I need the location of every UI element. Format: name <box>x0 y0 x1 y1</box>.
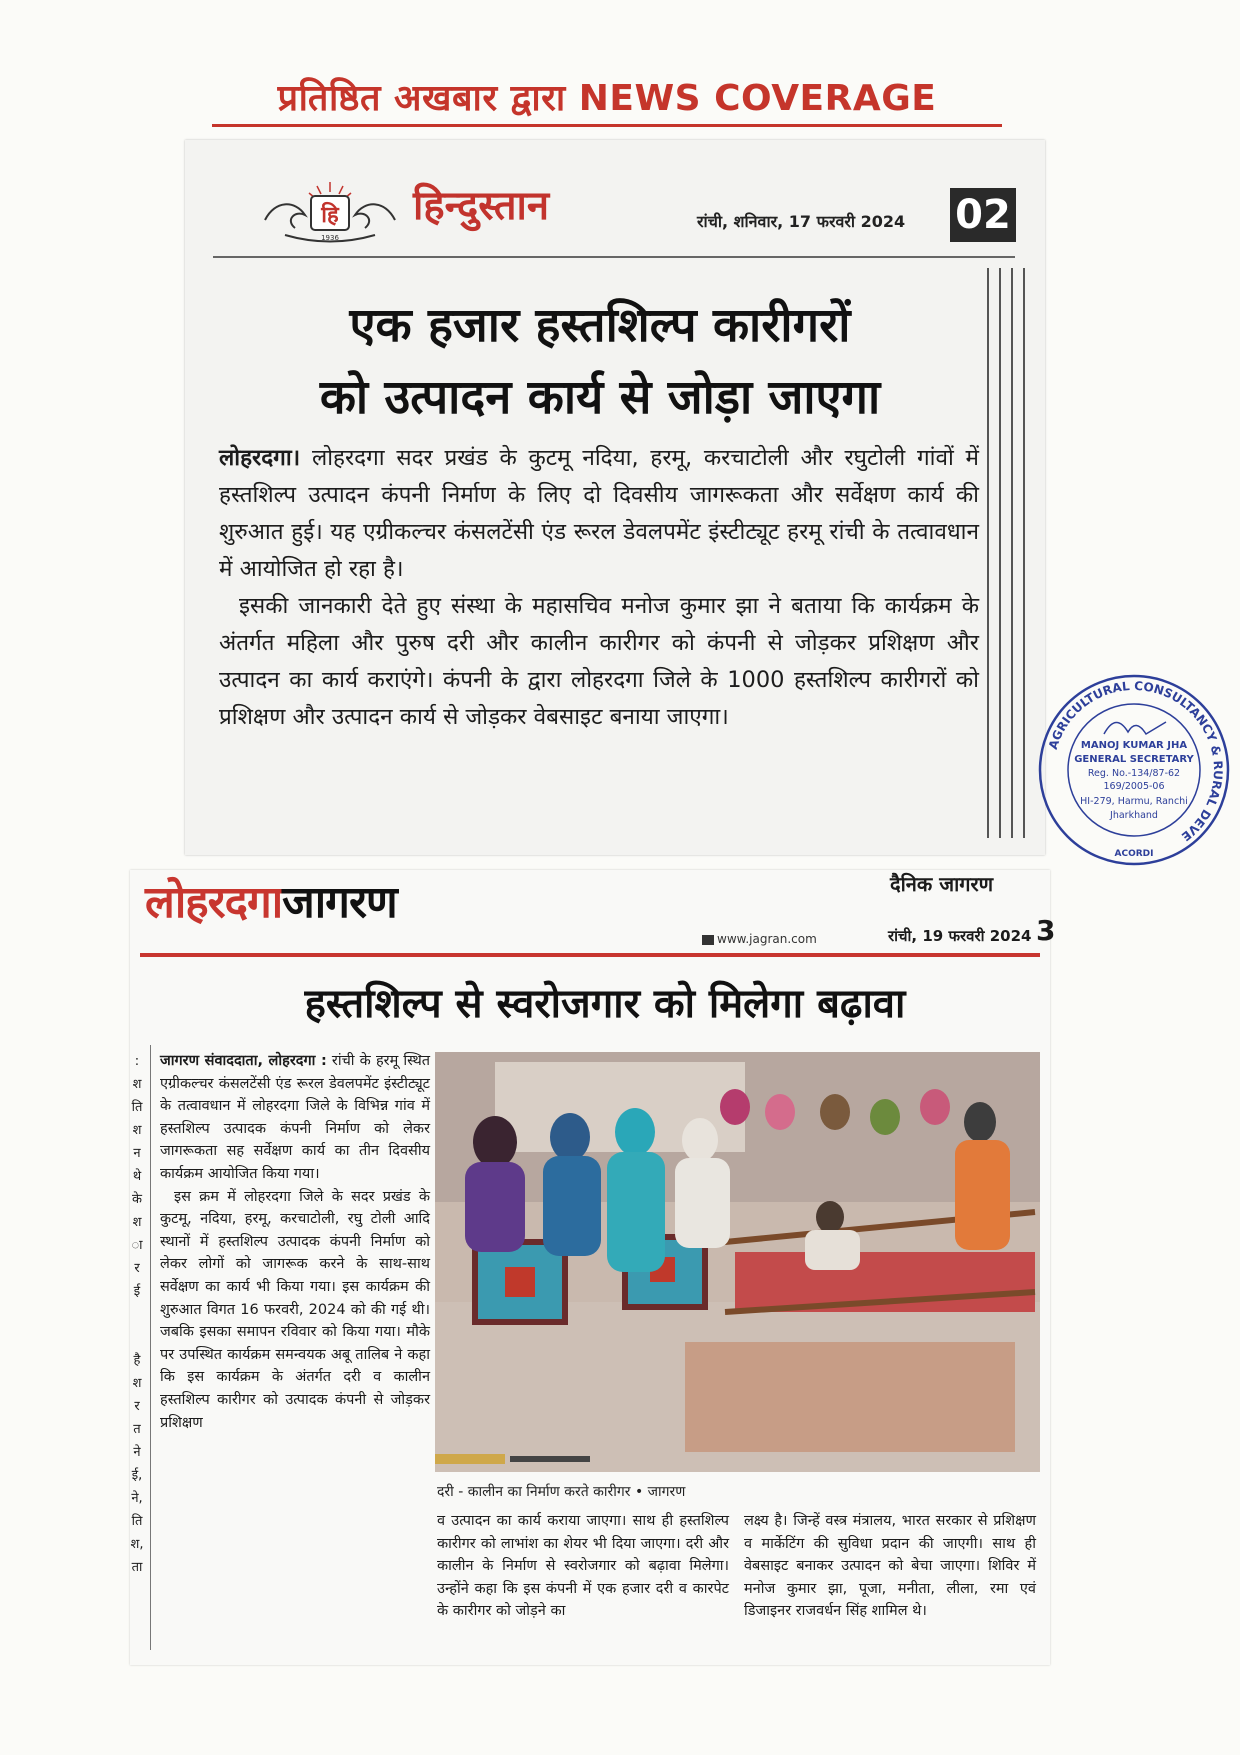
jagran-red-rule <box>140 953 1040 957</box>
hindustan-dateline: रांची, शनिवार, 17 फरवरी 2024 <box>697 212 906 231</box>
hindustan-article-body <box>219 440 979 736</box>
page-header-hindi: प्रतिष्ठित अखबार द्वारा <box>277 78 566 119</box>
signature <box>1104 722 1166 734</box>
left-fragment: ने, <box>131 1491 143 1506</box>
left-column-fragments <box>130 1050 144 1579</box>
left-fragment: ा <box>131 1238 143 1253</box>
left-fragment: श, <box>130 1537 144 1552</box>
col3-text: लक्ष्य है। जिन्हें वस्त्र मंत्रालय, भारत सरकार से प्रशिक्षण व मार्केटिंग की सुविधा प्रदान की जाएगी। साथ ही वेबसाइट बनाकर उत्पादन को बेचा जाएगा। शिविर में मनोज कुमार झा, पूजा, मनीता, लीला, रमा एवं डिजाइनर राजवर्धन सिंह शामिल थे। <box>744 1513 1036 1620</box>
headline-line-2: को उत्पादन कार्य से जोड़ा जाएगा <box>319 370 881 425</box>
left-fragment: र <box>134 1399 140 1414</box>
jagran-lead: जागरण संवाददाता, लोहरदगा : <box>160 1053 327 1069</box>
jagran-site <box>702 932 817 946</box>
stamp-title: GENERAL SECRETARY <box>1074 754 1194 765</box>
left-fragment: है <box>133 1353 141 1368</box>
page-header <box>212 72 1002 121</box>
jagran-page-number: 3 <box>1036 914 1056 947</box>
headline-line-1: एक हजार हस्तशिल्प कारीगरों <box>349 298 851 353</box>
jagran-clipping <box>130 870 1056 1665</box>
left-fragment: न <box>133 1146 141 1161</box>
jagran-column-1 <box>160 1050 430 1434</box>
jagran-paper-name: दैनिक जागरण <box>890 872 994 896</box>
hindustan-column-rules <box>985 268 1035 838</box>
masthead-red: लोहरदगा <box>145 877 283 928</box>
article-paragraph-2: इसकी जानकारी देते हुए संस्था के महासचिव मनोज कुमार झा ने बताया कि कार्यक्रम के अंतर्गत महिला और पुरुष दरी और कालीन कारीगर को कंपनी से जोड़कर प्रशिक्षण और उत्पादन का कार्य कराएंगे। कंपनी के द्वारा लोहरदगा जिले के 1000 हस्तशिल्प कारीगरों को प्रशिक्षण और उत्पादन कार्य से जोड़कर वेबसाइट बनाया जाएगा। <box>219 593 979 730</box>
stamp-state: Jharkhand <box>1110 810 1158 821</box>
article-place: लोहरदगा। <box>219 445 301 471</box>
left-fragment: ता <box>131 1560 143 1575</box>
logo-letter: हि <box>321 203 339 228</box>
stamp-address: HI-279, Harmu, Ranchi <box>1080 796 1188 807</box>
left-fragment <box>130 1326 144 1349</box>
site-text: www.jagran.com <box>717 932 817 946</box>
hindustan-logo <box>255 180 405 254</box>
left-fragment: श <box>132 1376 142 1391</box>
artisans-photo <box>435 1052 1040 1472</box>
stamp-reg2: 169/2005-06 <box>1103 781 1165 792</box>
col1-paragraph-1 <box>160 1050 430 1186</box>
stamp-ring-text: AGRICULTURAL CONSULTANCY & RURAL DEVE <box>1045 678 1226 844</box>
page-header-underline <box>212 124 1002 127</box>
left-fragment: श <box>132 1215 142 1230</box>
site-icon <box>702 935 714 945</box>
logo-year: 1936 <box>321 234 339 242</box>
left-fragment: के <box>132 1192 142 1207</box>
article-paragraph-1 <box>219 440 979 588</box>
paragraph-1-text: लोहरदगा सदर प्रखंड के कुटमू नदिया, हरमू, करचाटोली और रघुटोली गांवों में हस्तशिल्प उत्पादन कंपनी निर्माण के लिए दो दिवसीय जागरूकता और सर्वेक्षण कार्य की शुरुआत हुई। यह एग्रीकल्चर कंसलटेंसी एंड रूरल डेवलपमेंट इंस्टीट्यूट हरमू रांची के तत्वावधान में आयोजित हो रहा है। <box>219 445 979 582</box>
left-fragment: ति <box>131 1514 143 1529</box>
col1-p1-text: रांची के हरमू स्थित एग्रीकल्चर कंसलटेंसी एंड रूरल डेवलपमेंट इंस्टीट्यूट के तत्वावधान में लोहरदगा जिले के विभिन्न गांव में हस्तशिल्प उत्पादक कंपनी निर्माण को लेकर जागरूकता सह सर्वेक्षण कार्य का तीन दिवसीय कार्यक्रम आयोजित किया गया। <box>160 1053 431 1182</box>
jagran-headline: हस्तशिल्प से स्वरोजगार को मिलेगा बढ़ावा <box>304 981 906 1027</box>
left-fragment: थे <box>132 1169 142 1184</box>
col2-text: व उत्पादन का कार्य कराया जाएगा। साथ ही हस्तशिल्प कारीगर को लाभांश का शेयर भी दिया जाएगा। दरी और कालीन के निर्माण से स्वरोजगार को बढ़ावा मिलेगा। उन्होंने कहा कि इस कंपनी में एक हजार दरी व कारपेट के कारीगर को जोड़ने का <box>437 1513 729 1620</box>
left-fragment: त <box>133 1422 141 1437</box>
jagran-column-2 <box>437 1510 729 1623</box>
stamp-name: MANOJ KUMAR JHA <box>1080 740 1188 751</box>
hindustan-clipping <box>185 140 1045 855</box>
left-fragment: र <box>134 1261 140 1276</box>
left-fragment: ने <box>133 1445 141 1460</box>
hindustan-page-number: 02 <box>950 188 1016 242</box>
photo-caption: दरी - कालीन का निर्माण करते कारीगर • जागरण <box>437 1484 686 1500</box>
left-fragment: श <box>132 1077 142 1092</box>
masthead-black: जागरण <box>282 877 397 928</box>
hindustan-top-rule <box>213 256 1015 258</box>
jagran-column-3 <box>744 1510 1036 1623</box>
left-fragment: : <box>134 1054 140 1069</box>
stamp-reg: Reg. No.-134/87-62 <box>1087 768 1181 779</box>
page-header-english: NEWS COVERAGE <box>578 78 937 119</box>
left-fragment <box>130 1303 144 1326</box>
stamp-abbr: ACORDI <box>1114 849 1154 859</box>
organization-stamp <box>1036 672 1232 868</box>
left-fragment: ई <box>133 1284 141 1299</box>
left-fragment: श <box>132 1123 142 1138</box>
hindustan-masthead: हिन्दुस्तान <box>413 182 550 229</box>
jagran-dateline: रांची, 19 फरवरी 2024 <box>888 927 1032 945</box>
col1-paragraph-2: इस क्रम में लोहरदगा जिले के सदर प्रखंड के कुटमू, नदिया, हरमू, करचाटोली, रघु टोली आदि स्थानों में हस्तशिल्प उत्पादक कंपनी निर्माण को लेकर लोगों को जागरूक करने के साथ-साथ सर्वेक्षण का कार्य भी किया गया। इस कार्यक्रम की शुरुआत विगत 16 फरवरी, 2024 को की गई थी। जबकि इसका समापन रविवार को किया गया। मौके पर उपस्थित कार्यक्रम समन्वयक अबू तालिब ने कहा कि इस कार्यक्रम के अंतर्गत दरी व कालीन हस्तशिल्प कारीगर को उत्पादक कंपनी से जोड़कर प्रशिक्षण <box>160 1188 430 1431</box>
left-fragment: ति <box>131 1100 143 1115</box>
jagran-masthead <box>145 870 397 930</box>
left-fragment: ई, <box>131 1468 143 1483</box>
column-rule <box>150 1045 151 1650</box>
hindustan-headline <box>215 290 985 434</box>
